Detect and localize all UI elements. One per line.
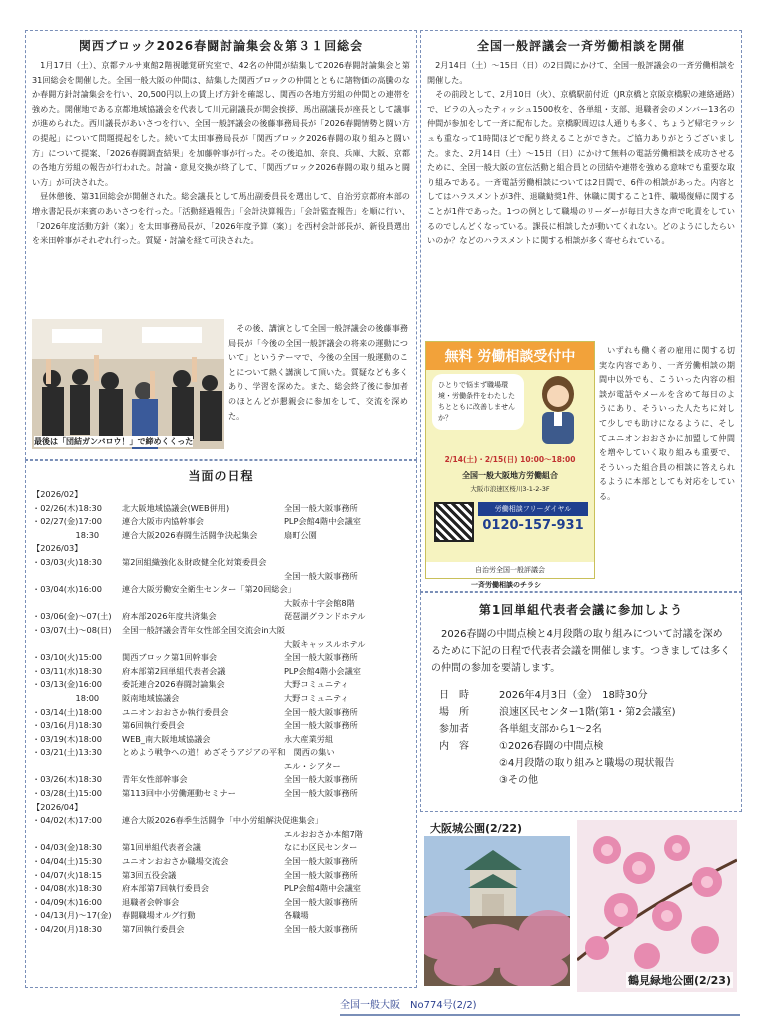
- meeting-info-value: ①2026春闘の中間点検: [499, 741, 604, 752]
- schedule-place: 全国一般大阪事務所: [284, 924, 358, 934]
- flyer-bubble: ひとりで悩まず職場環境・労働条件をわたしたちとともに改善しませんか？: [432, 374, 524, 430]
- osaka-castle-photo-label: 大阪城公園(2/22): [430, 822, 523, 835]
- schedule-place: 全国一般大阪事務所: [284, 502, 358, 513]
- schedule-row: [32, 773, 410, 787]
- meeting-photo: [32, 319, 224, 449]
- schedule-name: 第7回執行委員会: [122, 924, 185, 934]
- consult-paragraph-2: その前段として、2月10日（火）、京橋駅前付近（JR京橋と京阪京橋駅の連絡通路）で、ビラの入ったティッシュ1500枚を、各単組・支部、退職者会のメンバー13名の仲間が参加をして一斉に配布した。京橋駅周辺は人通りも多く、ちょうど帰宅ラッシュも重なって1時間ほどで配り終えることができた。ご協力ありがとうございました。また、2月14日（土）～15日（日）にかけて無料の電話労働相談を成功させるために、全国一般大阪の宣伝活動と組合員との団結や連帯を強める意味でも重要な取り組みである。一斉電話労働相談については2日間で、6件の相談があった。内容としてはハラスメントが3件、退職勧奨1件、休職に関すること1件、職場復帰に関することが1件であった。1つの例として職場のリーダーが毎日大きな声で叱責をしているのでしんどくなっている。課長に相談したが動いてくれない。どのようにしたらいいのか？などのハラスメントに関する相談が多く寄せられている。: [427, 89, 735, 246]
- meeting-intro: 2026春闘の中間点検と4月段階の取り組みについて討議を深めるために下記の日程で代表者会議を開催します。つきましては多くの仲間の参加を要請します。: [431, 629, 731, 674]
- schedule-name: 府本部第2回単組代表者会議: [122, 665, 226, 676]
- schedule-row: [32, 814, 410, 828]
- consult-flyer: [425, 341, 595, 579]
- meeting-info-row: [435, 770, 680, 787]
- meeting-info-value: 各単組支部から1～2名: [499, 724, 602, 735]
- kansai-article: [25, 30, 417, 460]
- schedule-title: 当面の日程: [188, 469, 254, 483]
- tsurumi-photo: [577, 820, 737, 992]
- schedule-place: 全国一般大阪事務所: [284, 570, 358, 581]
- schedule-place: 全国一般大阪事務所: [284, 720, 358, 731]
- schedule-date: ・03/04(水)16:00: [32, 584, 102, 595]
- schedule-place: PLP会館4階中会議室: [284, 516, 361, 527]
- schedule-name: 全国一般評議会青年女性部全国交流会in大阪: [122, 624, 286, 635]
- schedule-name: 春闘職場オルグ行動: [122, 910, 196, 921]
- schedule-month-header: 【2026/04】: [32, 801, 83, 812]
- schedule-date: ・04/07(火)18:15: [32, 869, 102, 880]
- schedule-row: [32, 706, 410, 720]
- schedule-row: [32, 719, 410, 733]
- schedule-place: 琵琶湖グランドホテル: [284, 611, 366, 622]
- schedule-name: ユニオンおおさか執行委員会: [122, 706, 229, 717]
- schedule-date: ・03/16(月)18:30: [32, 720, 102, 731]
- flyer-address: 大阪市浪速区桜川3-1-2-3F: [470, 485, 550, 493]
- schedule-row: [32, 869, 410, 883]
- flyer-caption: 一斉労働相談のチラシ: [471, 581, 541, 589]
- meeting-info-value: 2026年4月3日（金） 18時30分: [499, 690, 648, 701]
- schedule-name: 第1回単組代表者会議: [122, 842, 201, 853]
- schedule-name: 関西ブロック第1回幹事会: [122, 652, 218, 663]
- consult-paragraph-1: 2月14日（土）～15日（日）の2日間にかけて、全国一般評議会の一斉労働相談を開催した。: [427, 60, 735, 85]
- consult-article: [420, 30, 742, 592]
- schedule-date: ・04/02(木)17:00: [32, 815, 102, 826]
- flyer-woman-illustration: [530, 372, 586, 444]
- meeting-info-row: [435, 719, 680, 736]
- meeting-info-label: 日 時: [439, 690, 469, 701]
- flyer-headline: 無料 労働相談受付中: [426, 342, 594, 370]
- schedule-place: 各職場: [284, 910, 309, 921]
- meeting-info-row: [435, 736, 680, 753]
- kansai-title: 関西ブロック2026春闘討論集会＆第３１回総会: [78, 39, 364, 53]
- schedule-date: ・04/08(水)18:30: [32, 883, 102, 894]
- schedule-row: [32, 909, 410, 923]
- schedule-row: [32, 624, 410, 638]
- schedule-row: [32, 610, 410, 624]
- schedule-place: [335, 746, 410, 760]
- schedule-month-header: 【2026/02】: [32, 489, 83, 499]
- meeting-info-label: 参加者: [439, 724, 469, 735]
- meeting-info-value: 浪速区民センター1階(第1・第2会議室): [499, 707, 676, 718]
- schedule-row: [32, 733, 410, 747]
- schedule-row: [32, 923, 410, 937]
- schedule-name: 第113回中小労働運動セミナー: [122, 788, 236, 799]
- schedule-row: [32, 787, 410, 801]
- meeting-info-label: [435, 770, 495, 787]
- schedule-name: 連合大阪労働安全衛生センター「第20回総会」: [122, 584, 296, 595]
- schedule-date: ・02/27(金)17:00: [32, 516, 102, 527]
- schedule-place: [285, 624, 410, 638]
- meeting-info-label: 場 所: [439, 707, 469, 718]
- meeting-photo-caption: 最後は「団結ガンバロウ！」で締めくくった: [34, 437, 194, 446]
- flyer-free-dial-label: 労働相談フリーダイヤル: [478, 502, 588, 516]
- tsurumi-photo-label: 鶴見緑地公園(2/23): [627, 974, 731, 987]
- schedule-name: 青年女性部幹事会: [122, 774, 188, 785]
- schedule-place: PLP会館4階中会議室: [284, 883, 361, 894]
- schedule-date: ・03/10(火)15:00: [32, 652, 102, 663]
- schedule-section: [25, 460, 417, 988]
- schedule-row: [32, 529, 410, 543]
- footer-text: 全国一般大阪 No774号(2/2): [340, 1000, 477, 1011]
- schedule-row: [32, 746, 410, 760]
- schedule-date: ・03/26(木)18:30: [32, 774, 102, 785]
- schedule-name: 府本部第7回執行委員会: [122, 883, 210, 894]
- schedule-place: 永大産業労組: [284, 733, 334, 744]
- meeting-info-label: [435, 753, 495, 770]
- schedule-name: 阪南地域協議会: [122, 692, 180, 703]
- schedule-date: ・04/20(月)18:30: [32, 924, 102, 934]
- schedule-date: ・03/28(土)15:00: [32, 788, 102, 799]
- meeting-title: 第1回単組代表者会議に参加しよう: [478, 603, 684, 617]
- schedule-place: 全国一般大阪事務所: [284, 774, 358, 785]
- schedule-date: ・03/03(火)18:30: [32, 556, 102, 567]
- schedule-place: [266, 556, 410, 570]
- schedule-row: [32, 665, 410, 679]
- schedule-place: 全国一般大阪事務所: [284, 652, 358, 663]
- schedule-name: 退職者会幹事会: [122, 896, 180, 907]
- schedule-row: [32, 882, 410, 896]
- meeting-section: [420, 592, 742, 812]
- schedule-date: ・02/26(木)18:30: [32, 502, 102, 513]
- schedule-place: エル・シアター: [284, 760, 341, 771]
- meeting-info-row: [435, 685, 680, 702]
- kansai-paragraph-2: 昼休憩後、第31回総会が開催された。総会議長として馬出副委員長を選出して、自治労京都府本部の増永書記長が来賓のあいさつを行った。「活動経過報告」「会計決算報告」「会計監査報告」を順に行い、「2026年度活動方針（案）」を太田事務局長が、「2026年度予算（案）」を西村会計部長が、新役員選出を米田幹事がそれぞれ行った。質疑・討論を経て可決された。: [32, 191, 410, 246]
- consult-paragraph-3: いずれも働く者の雇用に関する切実な内容であり、一斉労働相談の期間中以外でも、こういった内容の相談が電話やメールを含めて毎日のようにあり、そういった人たちに対して少しでも助けになるように、そしてユニオンおおさかに加盟して仲間を増やしていく取り組みも重要で、そういった組合員の相談に答えられるように本部としても対応をしている。: [599, 345, 735, 501]
- schedule-place: 大野コミュニティ: [284, 679, 349, 690]
- schedule-place: 大阪キャッスルホテル: [284, 638, 366, 649]
- schedule-date: ・04/04(土)15:30: [32, 856, 102, 867]
- schedule-name: 第6回執行委員会: [122, 720, 185, 731]
- schedule-row: [32, 651, 410, 665]
- schedule-place: 大阪赤十字会館8階: [284, 597, 355, 608]
- schedule-row: [32, 583, 410, 597]
- schedule-place: エルおおさか本館7階: [284, 828, 363, 839]
- schedule-name: 第3回五役会議: [122, 869, 177, 880]
- schedule-date: ・03/19(木)18:00: [32, 733, 102, 744]
- meeting-info-label: 内 容: [439, 741, 469, 752]
- schedule-date: 18:30: [32, 529, 100, 540]
- schedule-place: 全国一般大阪事務所: [284, 856, 358, 867]
- flyer-dates: 2/14(土)・2/15(日) 10:00～18:00: [444, 455, 576, 464]
- schedule-date: ・04/09(木)16:00: [32, 896, 102, 907]
- schedule-month-header: 【2026/03】: [32, 543, 83, 554]
- schedule-place: 大野コミュニティ: [284, 692, 349, 703]
- meeting-info-table: [435, 685, 680, 787]
- schedule-name: 第2回組織強化＆財政健全化対策委員会: [122, 556, 267, 567]
- schedule-name: 委託連合2026春闘討論集会: [122, 679, 225, 690]
- schedule-date: ・04/13(月)～17(金): [32, 910, 112, 921]
- schedule-place: 全国一般大阪事務所: [284, 706, 358, 717]
- schedule-date: ・03/13(金)16:00: [32, 679, 102, 690]
- meeting-info-row: [435, 702, 680, 719]
- kansai-paragraph-3: その後、講演として全国一般評議会の後藤事務局長が「今後の全国一般評議会の将来の運動について」というテーマで、今後の全国一般運動のことについて熱く講演して頂いた。質疑なども多くあり、学習を深めた。また、総会終了後に参加者のほとんどが懇親会に参加をして、交流を深めた。: [228, 323, 408, 421]
- schedule-place: 全国一般大阪事務所: [284, 896, 358, 907]
- schedule-date: ・03/06(金)～07(土): [32, 611, 112, 622]
- schedule-date: ・03/14(土)18:00: [32, 706, 102, 717]
- schedule-row: [32, 678, 410, 692]
- consult-title: 全国一般評議会一斉労働相談を開催: [476, 39, 685, 53]
- flyer-phone: 0120-157-931: [482, 518, 584, 533]
- schedule-place: なにわ区民センター: [284, 842, 358, 853]
- schedule-date: ・03/07(土)～08(日): [32, 624, 112, 635]
- schedule-row: [32, 556, 410, 570]
- schedule-date: ・04/03(金)18:30: [32, 842, 102, 853]
- schedule-name: 連合大阪市内協幹事会: [122, 516, 204, 527]
- schedule-place: [323, 814, 410, 828]
- schedule-name: 府本部2026年度共済集会: [122, 611, 217, 622]
- meeting-info-value: ②4月段階の取り組みと職場の現状報告: [499, 758, 675, 769]
- footer-divider: [340, 1014, 740, 1016]
- schedule-place: [296, 583, 410, 597]
- osaka-castle-photo: [424, 836, 570, 986]
- schedule-row: [32, 855, 410, 869]
- schedule-name: 連合大阪2026春季生活闘争「中小労組解決促進集会」: [122, 815, 323, 826]
- schedule-place: 全国一般大阪事務所: [284, 869, 358, 880]
- schedule-name: ユニオンおおさか職場交流会: [122, 856, 229, 867]
- schedule-row: [32, 515, 410, 529]
- schedule-row: [32, 896, 410, 910]
- meeting-info-value: ③その他: [499, 775, 538, 786]
- flyer-qr-code: [434, 502, 474, 542]
- flyer-footer: 自治労全国一般評議会: [426, 562, 594, 578]
- schedule-date: ・03/11(水)18:30: [32, 665, 102, 676]
- schedule-place: 扇町公園: [284, 529, 317, 540]
- meeting-info-row: [435, 753, 680, 770]
- kansai-paragraph-1: 1月17日（土）、京都テルサ東館2階視聴覚研究室で、42名の仲間が結集して2026春闘討論集会と第31回総会を開催した。全国一般大阪の仲間は、結集した関西ブロックの仲間とともに諸物価の高騰のなか春闘方針討論集会を行い、20,500円以上の賃上げ方針を確認し、関西の各地方労組の仲間との連帯を強めた。開催地である京都地域協議会を代表して川元副議長が開会挨拶、馬出副議長が座長として議事が進められた。西川議長があいさつを行い、全国一般評議会の後藤事務局長が「2026春闘情勢と闘い方の提起」について問題提起をした。続いて太田事務局長が「関西ブロック2026春闘の取り組みと闘い方」について提案、「2026春闘調査結果」を加藤幹事が行った。その後追加、奈良、兵庫、大阪、京都の各地方労組の報告が行われた。討論・意見交換が終了して、「関西ブロック2026春闘の取り組みと闘い方」が可決された。: [32, 60, 410, 187]
- schedule-date: ・03/21(土)13:30: [32, 747, 102, 758]
- schedule-list: [32, 488, 410, 937]
- schedule-row: [32, 692, 410, 706]
- schedule-name: とめよう戦争への道！めざそうアジアの平和 関西の集い: [122, 747, 335, 758]
- schedule-place: PLP会館4階小会議室: [284, 665, 361, 676]
- schedule-date: 18:00: [32, 692, 100, 703]
- flyer-org: 全国一般大阪地方労働組合: [462, 471, 558, 480]
- schedule-name: WEB_南大阪地域協議会: [122, 733, 211, 744]
- schedule-place: 全国一般大阪事務所: [284, 788, 358, 799]
- schedule-name: 北大阪地域協議会(WEB併用): [122, 502, 230, 513]
- schedule-name: 連合大阪2026春闘生活闘争決起集会: [122, 529, 258, 540]
- schedule-row: [32, 502, 410, 516]
- schedule-row: [32, 841, 410, 855]
